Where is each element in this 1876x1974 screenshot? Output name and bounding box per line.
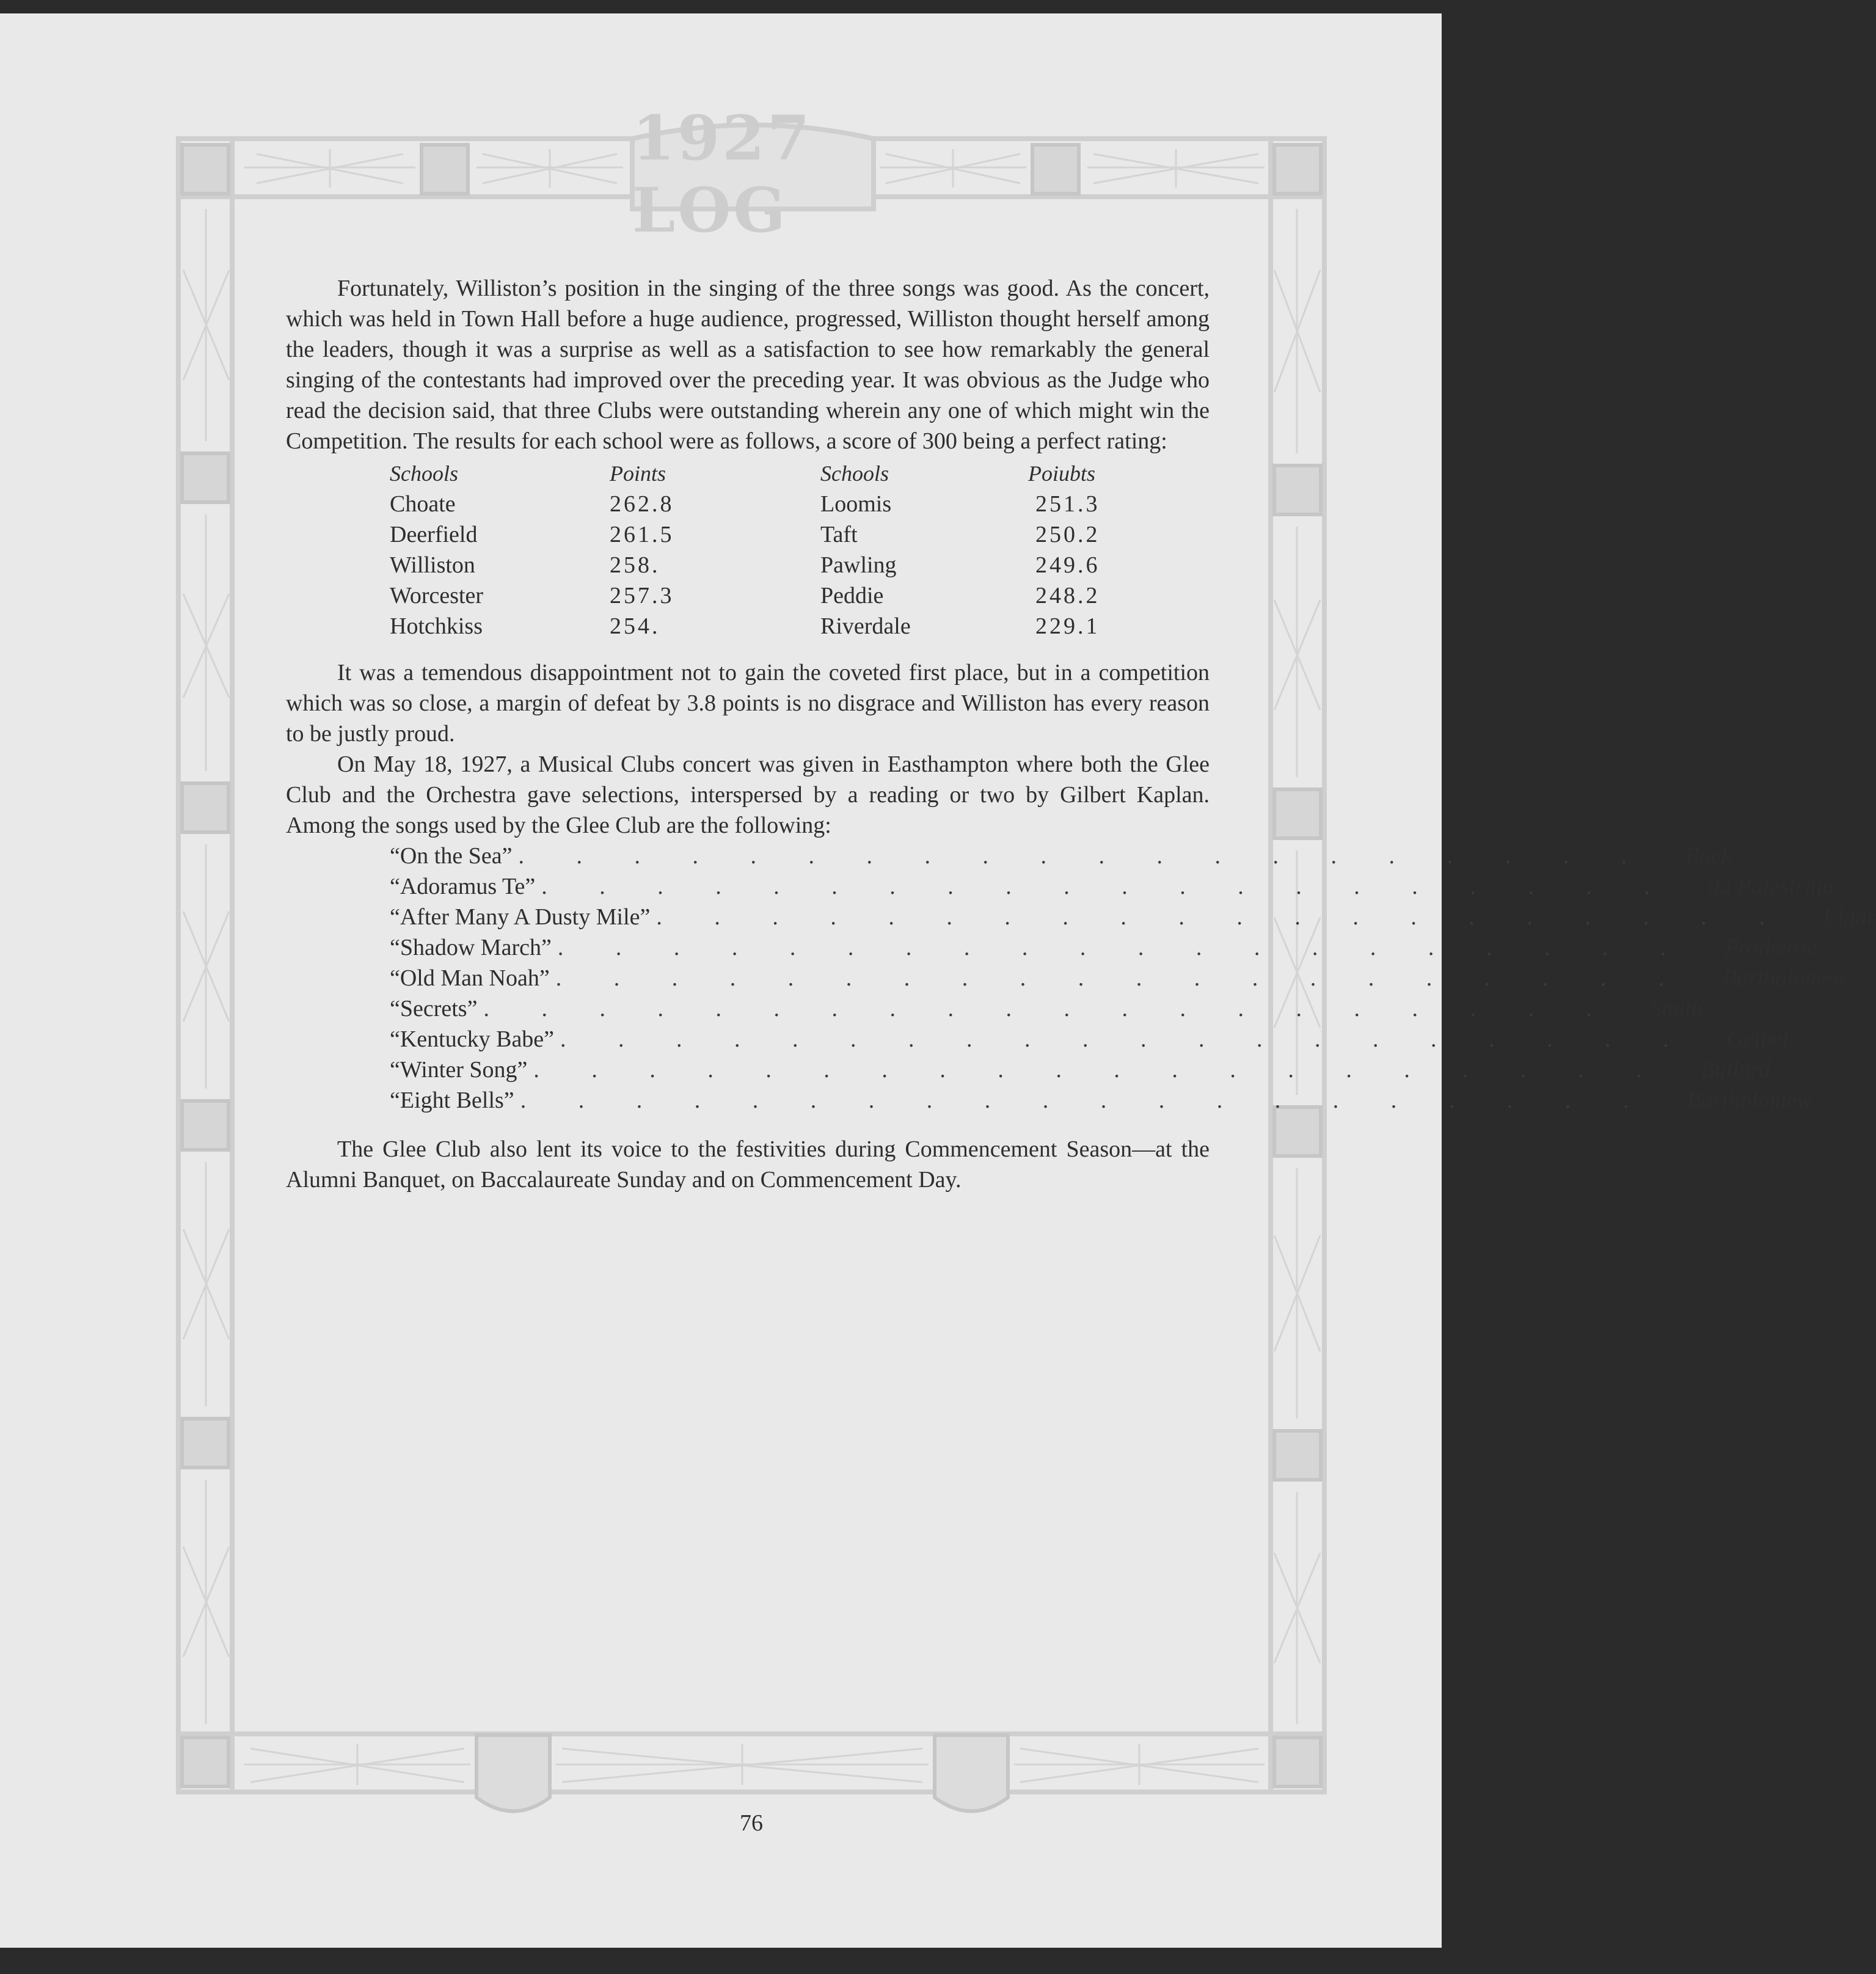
table-cell: 257.3 [610, 583, 674, 609]
song-composer: Buck [1685, 843, 1732, 869]
list-item [390, 871, 1834, 902]
song-composer: Protheroe [1724, 935, 1817, 960]
paragraph: It was a temendous disappointment not to gain the coveted first place, but in a competition which was so close, a margin of defeat by 3.8 points is no disgrace and Williston has every reason to be justly proud. [286, 660, 1210, 747]
table-cell: 249.6 [1035, 552, 1100, 578]
paragraph: On May 18, 1927, a Musical Clubs concert was given in Easthampton where both the Glee Club and the Orchestra gave selections, interspersed by a reading or two by Gilbert Kaplan. Among the songs used by the Glee Club are the following: [286, 751, 1210, 838]
song-title: “Eight Bells” [390, 1088, 514, 1113]
song-title: “Shadow March” [390, 935, 552, 960]
results-table [390, 458, 1123, 642]
table-cell: Hotchkiss [390, 613, 483, 639]
page-number: 76 [740, 1810, 763, 1836]
column-header: Schools [390, 461, 458, 486]
dot-leader: . . . . . . . . . . . . . . . . . . . . [560, 1026, 1721, 1052]
table-cell: 250.2 [1035, 522, 1100, 547]
table-cell: Riverdale [820, 613, 911, 639]
page [0, 13, 1876, 1948]
dot-leader: . . . . . . . . . . . . . . . . . . . . [555, 965, 1717, 991]
table-cell: 251.3 [1035, 491, 1100, 517]
song-composer: Elgar [1823, 904, 1876, 930]
song-title: “Winter Song” [390, 1057, 528, 1083]
list-item [390, 963, 1848, 993]
song-composer: Smith [1650, 996, 1704, 1022]
table-row [390, 489, 1123, 519]
table-cell: Williston [390, 552, 475, 578]
table-cell: Peddie [820, 583, 884, 609]
list-item [390, 841, 1732, 871]
table-header-row [390, 458, 1123, 489]
dot-leader: . . . . . . . . . . . . . . . . . . . . [533, 1057, 1695, 1083]
song-composer: da Palestrina [1708, 874, 1834, 899]
table-cell: 261.5 [610, 522, 674, 547]
song-list [390, 841, 1876, 1116]
song-composer: Geibel [1727, 1026, 1789, 1052]
song-composer: Bartholomew [1687, 1088, 1812, 1113]
column-header: Schools [820, 461, 889, 486]
list-item [390, 1055, 1771, 1085]
column-header: Poiubts [1028, 461, 1096, 486]
list-item [390, 1024, 1789, 1055]
table-cell: Pawling [820, 552, 897, 578]
table-cell: 229.1 [1035, 613, 1100, 639]
dot-leader: . . . . . . . . . . . . . . . . . . . . [518, 843, 1679, 869]
song-composer: Bartholomew [1722, 965, 1848, 991]
main-content [286, 273, 1876, 1195]
paragraph: The Glee Club also lent its voice to the festivities during Commencement Season—at the Alumni Banquet, on Baccalaureate Sunday and on Commencement Day. [286, 1136, 1210, 1193]
list-item [390, 993, 1704, 1024]
table-cell: Deerfield [390, 522, 478, 547]
dot-leader: . . . . . . . . . . . . . . . . . . . . [483, 996, 1644, 1022]
page-header-title: 1927 LOG [632, 101, 812, 246]
table-cell: 258. [610, 552, 660, 578]
table-cell: Loomis [820, 491, 892, 517]
table-row [390, 611, 1123, 642]
list-item [390, 902, 1876, 932]
song-title: “After Many A Dusty Mile” [390, 904, 651, 930]
song-title: “Adoramus Te” [390, 874, 536, 899]
song-title: “Old Man Noah” [390, 965, 550, 991]
table-cell: Worcester [390, 583, 484, 609]
dot-leader: . . . . . . . . . . . . . . . . . . . . [541, 874, 1703, 899]
paragraph: Fortunately, Williston’s position in the singing of the three songs was good. As the concert, which was held in Town Hall before a huge audience, progressed, Williston thought herself among the leaders, though it was a surprise as well as a satisfaction to see how remarkably the general singing of the contestants had improved over the preceding year. It was obvious as the Judge who read the decision said, that three Clubs were outstanding wherein any one of which might win the Competition. The results for each school were as follows, a score of 300 being a perfect rating: [286, 276, 1210, 454]
song-title: “Kentucky Babe” [390, 1026, 555, 1052]
table-cell: 254. [610, 613, 660, 639]
song-composer: Bullard [1700, 1057, 1771, 1083]
table-cell: 262.8 [610, 491, 674, 517]
table-cell: Taft [820, 522, 858, 547]
list-item [390, 932, 1817, 963]
dot-leader: . . . . . . . . . . . . . . . . . . . . [520, 1088, 1681, 1113]
table-cell: Choate [390, 491, 456, 517]
song-title: “Secrets” [390, 996, 478, 1022]
table-row [390, 580, 1123, 611]
table-cell: 248.2 [1035, 583, 1100, 609]
column-header: Points [610, 461, 666, 486]
song-title: “On the Sea” [390, 843, 513, 869]
table-row [390, 519, 1123, 550]
table-row [390, 550, 1123, 580]
list-item [390, 1085, 1812, 1116]
dot-leader: . . . . . . . . . . . . . . . . . . . . [557, 935, 1718, 960]
dot-leader: . . . . . . . . . . . . . . . . . . . . [656, 904, 1817, 930]
